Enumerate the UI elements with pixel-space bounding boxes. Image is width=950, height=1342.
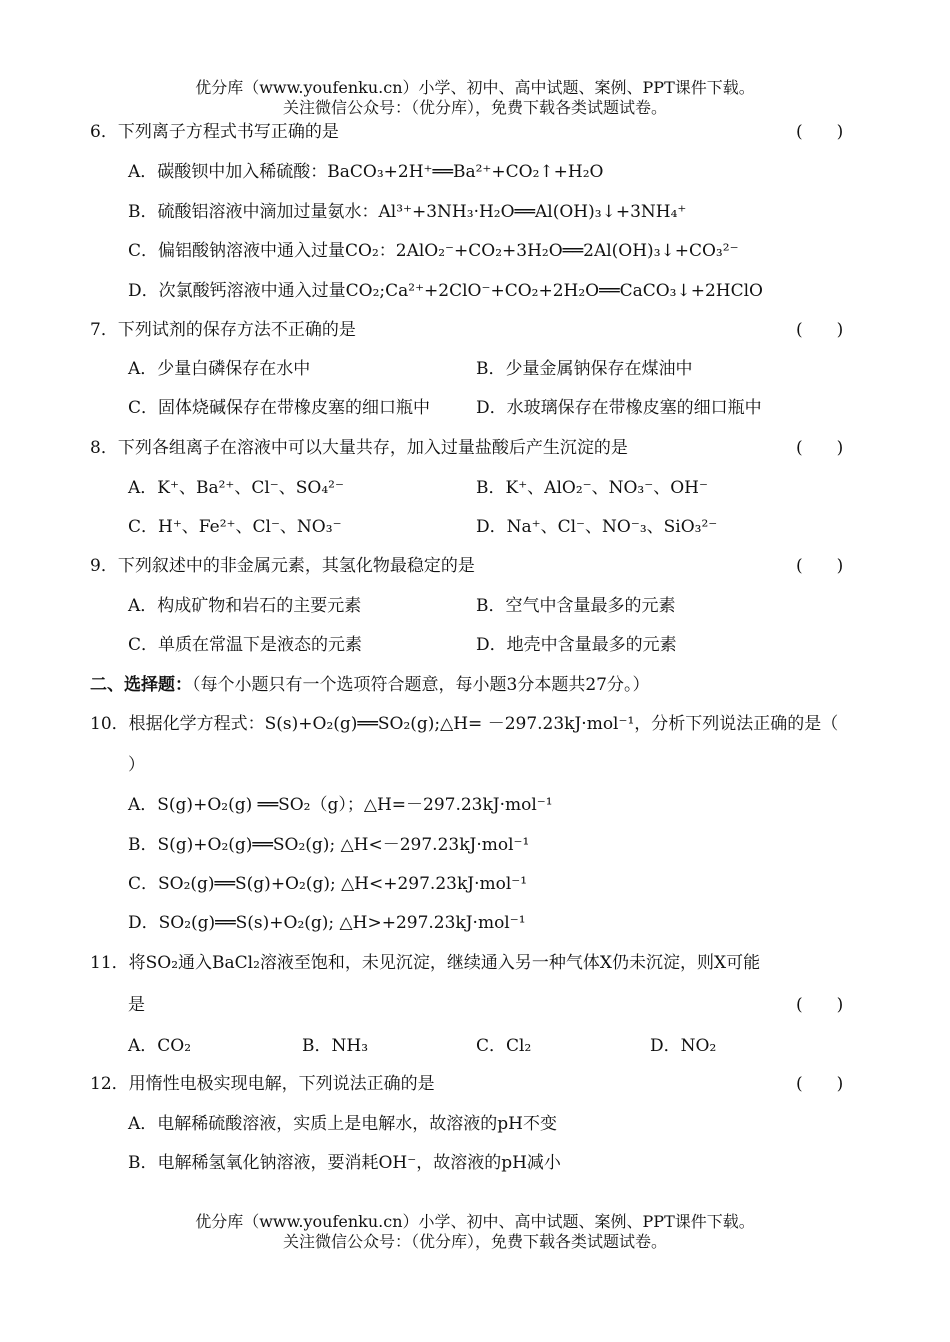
q8-option-c: C．H⁺、Fe²⁺、Cl⁻、NO₃⁻: [128, 517, 342, 537]
footer-line-1: 优分库（www.youfenku.cn）小学、初中、高中试题、案例、PPT课件下载。: [195, 1212, 755, 1231]
q9-option-d: D．地壳中含量最多的元素: [476, 635, 677, 655]
q7-option-a: A．少量白磷保存在水中: [128, 359, 311, 379]
q11-option-d: D．NO₂: [650, 1036, 717, 1056]
q11-stem: 11．将SO₂通入BaCl₂溶液至饱和，未见沉淀，继续通入另一种气体X仍未沉淀，则X可能: [90, 953, 761, 973]
q9-option-c: C．单质在常温下是液态的元素: [128, 635, 363, 655]
q12-option-a: A．电解稀硫酸溶液，实质上是电解水，故溶液的pH不变: [128, 1114, 557, 1134]
q10-stem: 10．根据化学方程式：S(s)+O₂(g)══SO₂(g);△H= －297.23kJ·mol⁻¹，分析下列说法正确的是（: [90, 714, 839, 734]
q9-option-b: B．空气中含量最多的元素: [476, 596, 676, 616]
section2-title: 二、选择题：: [90, 675, 192, 695]
q6-option-d: D．次氯酸钙溶液中通入过量CO₂;Ca²⁺+2ClO⁻+CO₂+2H₂O══CaCO₃↓+2HClO: [128, 281, 763, 301]
q6-option-c: C．偏铝酸钠溶液中通入过量CO₂：2AlO₂⁻+CO₂+3H₂O══2Al(OH)₃↓+CO₃²⁻: [128, 241, 739, 261]
q11-answer-paren: ( ): [796, 995, 844, 1015]
q10-option-a: A．S(g)+O₂(g) ══SO₂（g）；△H=－297.23kJ·mol⁻¹: [128, 795, 553, 815]
q9-option-a: A．构成矿物和岩石的主要元素: [128, 596, 362, 616]
q6-option-b: B．硫酸铝溶液中滴加过量氨水：Al³⁺+3NH₃·H₂O══Al(OH)₃↓+3NH₄⁺: [128, 202, 687, 222]
q7-option-c: C．固体烧碱保存在带橡皮塞的细口瓶中: [128, 398, 431, 418]
q11-option-b: B．NH₃: [302, 1036, 369, 1056]
q8-option-d: D．Na⁺、Cl⁻、NO⁻₃、SiO₃²⁻: [476, 517, 718, 537]
q8-option-a: A．K⁺、Ba²⁺、Cl⁻、SO₄²⁻: [128, 478, 344, 498]
section2-note: （每个小题只有一个选项符合题意，每小题3分本题共27分。）: [192, 675, 650, 695]
q9-answer-paren: ( ): [796, 556, 844, 576]
section2-heading: [90, 673, 649, 697]
q6-option-a: A．碳酸钡中加入稀硫酸：BaCO₃+2H⁺══Ba²⁺+CO₂↑+H₂O: [128, 162, 604, 182]
q12-stem: 12．用惰性电极实现电解，下列说法正确的是: [90, 1074, 435, 1094]
q10-option-b: B．S(g)+O₂(g)══SO₂(g); △H<－297.23kJ·mol⁻¹: [128, 835, 530, 855]
header-line-1: 优分库（www.youfenku.cn）小学、初中、高中试题、案例、PPT课件下载。: [195, 78, 755, 97]
q8-answer-paren: ( ): [796, 438, 844, 458]
q7-answer-paren: ( ): [796, 320, 844, 340]
q9-stem: 9．下列叙述中的非金属元素，其氢化物最稳定的是: [90, 556, 475, 576]
q7-option-d: D．水玻璃保存在带橡皮塞的细口瓶中: [476, 398, 762, 418]
q6-stem: 6．下列离子方程式书写正确的是: [90, 122, 339, 142]
header-line-2: 关注微信公众号：（优分库），免费下载各类试题试卷。: [282, 98, 667, 117]
q10-stem-continued: ）: [128, 755, 145, 775]
q10-option-d: D．SO₂(g)══S(s)+O₂(g); △H>+297.23kJ·mol⁻¹: [128, 913, 526, 933]
q8-option-b: B．K⁺、AlO₂⁻、NO₃⁻、OH⁻: [476, 478, 708, 498]
q7-stem: 7．下列试剂的保存方法不正确的是: [90, 320, 356, 340]
q12-option-b: B．电解稀氢氧化钠溶液，要消耗OH⁻，故溶液的pH减小: [128, 1153, 561, 1173]
q11-stem-continued: 是: [128, 995, 145, 1015]
q6-answer-paren: ( ): [796, 122, 844, 142]
q7-option-b: B．少量金属钠保存在煤油中: [476, 359, 693, 379]
footer-line-2: 关注微信公众号：（优分库），免费下载各类试题试卷。: [282, 1232, 667, 1251]
q12-answer-paren: ( ): [796, 1074, 844, 1094]
q8-stem: 8．下列各组离子在溶液中可以大量共存，加入过量盐酸后产生沉淀的是: [90, 438, 628, 458]
q11-option-c: C．Cl₂: [476, 1036, 532, 1056]
q11-option-a: A．CO₂: [128, 1036, 192, 1056]
q10-option-c: C．SO₂(g)══S(g)+O₂(g); △H<+297.23kJ·mol⁻¹: [128, 874, 528, 894]
